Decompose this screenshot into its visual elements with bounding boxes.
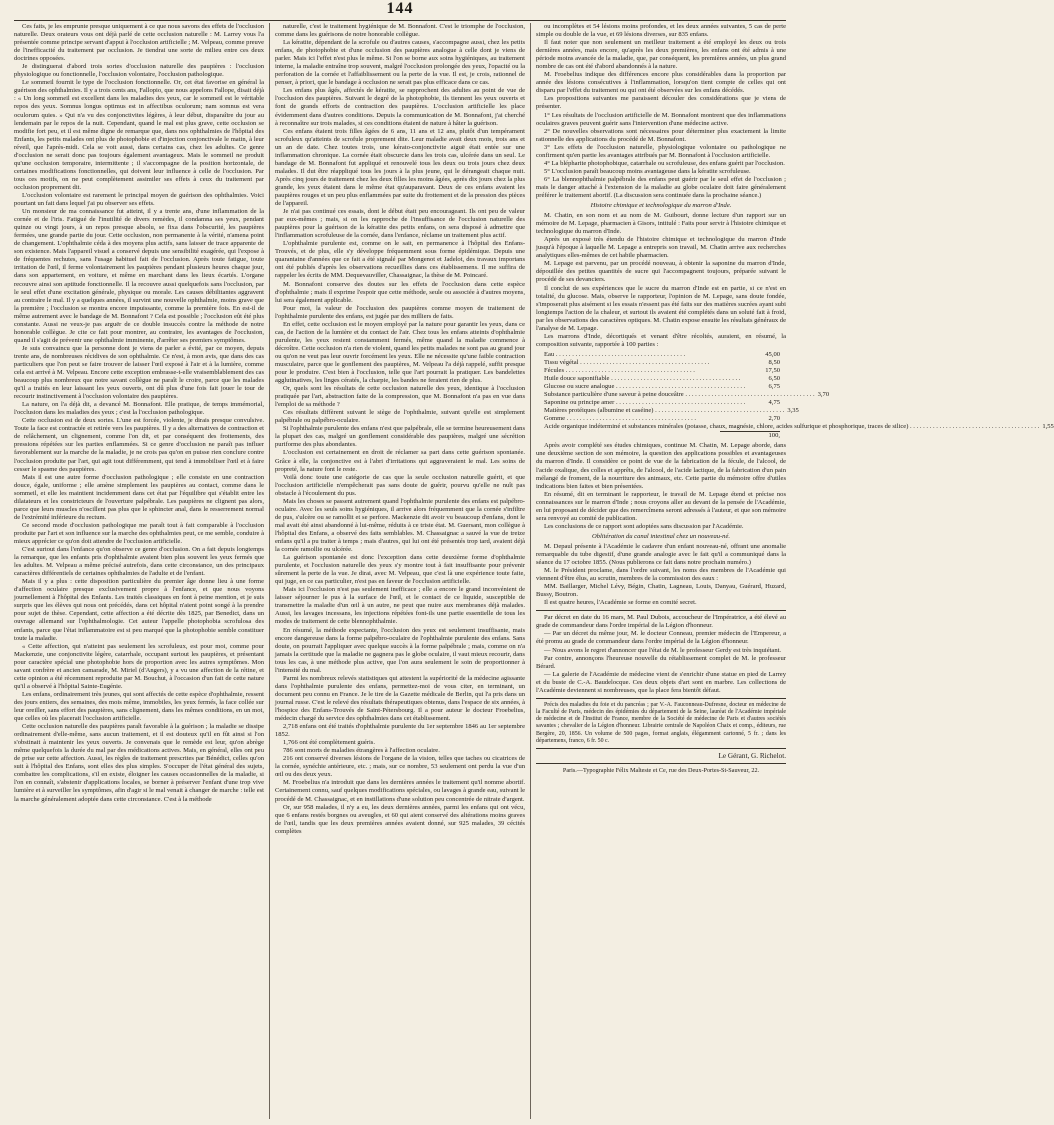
- paragraph: M. Chatin, en son nom et au nom de M. Guibourt, donne lecture d'un rapport sur un mémoire de M. Lepage, pharmacien à Gisors, intitulé : Faits pour servir à l'histoire chimique et technologique du marron d'Inde.: [536, 212, 786, 236]
- row-value: 2,70: [768, 415, 780, 423]
- paragraph: Les marrons d'Inde, décortiqués et venant d'être récoltés, auraient, en résumé, la composition suivante, rapportée à 100 parties :: [536, 332, 786, 348]
- divider: [536, 610, 786, 611]
- section-heading: Histoire chimique et technologique du marron d'Inde.: [590, 202, 732, 210]
- row-value: 8,50: [768, 358, 780, 366]
- news-item: — Par un décret du même jour, M. le docteur Conneau, premier médecin de l'Empereur, a été promu au grade de commandeur dans l'ordre impérial de la Légion d'honneur.: [536, 630, 786, 646]
- paragraph: Ces enfans étaient trois filles âgées de 6 ans, 11 ans et 12 ans, plutôt d'un tempérament scrofuleux qu'atteints de scrofule proprement dite. Leur maladie avait deux mois, trois ans et un an de date. Chez toutes trois, une kérato-conjonctivite aiguë était entée sur une inflammation chronique. La cornée était obscurcie dans les trois cas, ulcérée dans un seul. Le bandage de M. Bonnafont fut appliqué et renouvelé tous les deux ou trois jours chez deux malades. Il dut être réappliqué tous les jours à la plus jeune, qui le dérangeait chaque nuit. Après cinq jours de traitement chez les deux filles les moins âgées, après dix jours chez la plus grande, les yeux étaient dans le même état qu'auparavant. Deux de ces enfans avaient les paupières rouges et un peu plus enflammées par suite du frottement et de la pression des pièces de l'appareil.: [275, 127, 525, 208]
- paragraph: 786 sont morts de maladies étrangères à l'affection oculaire.: [283, 747, 440, 755]
- paragraph: naturelle, c'est le traitement hygiénique de M. Bonnafont. C'est le triomphe de l'occlusion, comme dans les guérisons de notre honorable collègue.: [275, 23, 525, 39]
- paragraph: Pour moi, la valeur de l'occlusion des paupières comme moyen de traitement de l'ophthalmie purulente des enfans, est jugée par des milliers de faits.: [275, 304, 525, 320]
- paragraph: 216 ont conservé diverses lésions de l'organe de la vision, telles que taches ou cicatrices de la cornée, synéchie antérieure, etc. ; mais, sur ce nombre, 53 seulement ont perdu la vue d'un œil ou des deux yeux.: [275, 755, 525, 779]
- paragraph: Ce second mode d'occlusion pathologique me paraît tout à fait comparable à l'occlusion produite par l'art et son influence sur la marche des ophthalmies peut, ce me semble, conduire à mieux apprécier ce qu'on doit attendre de l'occlusion artificielle.: [14, 521, 264, 545]
- paragraph: Mais les choses se passent autrement quand l'ophthalmie purulente des enfans est palpébro-oculaire. Avec les seuls soins hygiéniques, il arrive alors fréquemment que la cornée s'infiltre de pus, s'ulcère ou se ramollit et se perfore. Mackenzie dit avoir vu beaucoup d'enfans, dont le mal avait été ainsi abandonné à lui-même, réduits à ce triste état. M. Guersant, mon collègue à l'hôpital des Enfans, a observé des faits semblables. M. Chassaignac a sauvé la vue de treize enfans qu'il a pu traiter à temps ; mais d'autres, qui lui ont été présentés trop tard, avaient déjà la cornée ramollie ou ulcérée.: [275, 497, 525, 554]
- paragraph: Parmi les nombreux relevés statistiques qui attestent la supériorité de la médecine agissante dans l'ophthalmie purulente des enfans, permettez-moi de vous citer, en terminant, un document peu connu en France. Je le tire de la Gazette médicale de Berlin, qui l'a pris dans un journal russe. C'est le relevé des résultats thérapeutiques obtenus, dans l'espace de six années, à l'hospice des Enfans-Trouvés de Saint-Pétersbourg. Il a pour auteur le docteur Froebelius, médecin chargé du service des ophthalmies dans cet établissement.: [275, 674, 525, 723]
- paragraph: Cette occlusion est de deux sortes. L'une est forcée, violente, je dirais presque convulsive. Toute la face est contractée et retirée vers les paupières. Il y a des alternatives de contraction et de relâchement, un clignement, comme l'on dit, et par conséquent des frottements, des pressions répétées sur les parties enflammées. Si ce genre d'occlusion ne paraît pas influer favorablement sur la marche de la maladie, je ne crois pas qu'on en puisse rien conclure contre l'occlusion produite par l'art, qui agit tout différemment, qui tend à immobiliser l'œil et à faire cesser le spasme des paupières.: [14, 417, 264, 473]
- paragraph: En effet, cette occlusion est le moyen employé par la nature pour garantir les yeux, dans ce cas, de l'action de la lumière et du contact de l'air. Chez tous les enfans atteints d'ophthalmie purulente, les yeux restent constamment fermés, même quand la maladie commence à décroître. Cette occlusion n'a rien de violent, quand les petits malades ne sont pas au grand jour ou qu'on ne veut pas leur ouvrir forcément les yeux. Elle ne nécessite qu'une faible contraction musculaire, parce que le gonflement des paupières, M. Velpeau l'a déjà rappelé, suffit presque pour le produire. C'est bien à l'occlusion, telle que l'art pourrait la pratiquer. Les bandelettes agglutinatives, les linges cératés, la charpie, les bandes ne feraient rien de plus.: [275, 320, 525, 385]
- paragraph: C'est surtout dans l'enfance qu'on observe ce genre d'occlusion. On a fait depuis longtemps la remarque, que les enfants pris d'ophthalmie avaient bien plus souvent les yeux fermés que les adultes. M. Velpeau a même précisé autrefois, dans cette circonstance, un des principaux caractères différentiels de certaines ophthalmies de l'adulte et de l'enfant.: [14, 546, 264, 578]
- page-number: 144: [386, 0, 414, 17]
- paragraph: M. Froebelius n'a introduit que dans les dernières années le traitement qu'il nomme abortif. Certainement connu, sauf quelques modifications spéciales, ou lavages à grande eau, suivant le procédé de M. Chassaignac, et en instillations d'une solution peu concentrée de nitrate d'argent.: [275, 779, 525, 803]
- row-value: 4,75: [768, 399, 780, 407]
- paragraph: M. Depaul présente à l'Académie le cadavre d'un enfant nouveau-né, offrant une anomalie remarquable du tube digestif, d'une grande analogie avec le fait qu'il a communiqué dans la séance du 17 octobre 1855. (Nous publierons ce fait dans notre prochain numéro.): [536, 542, 786, 567]
- row-label: Tissu végétal . . .: [544, 359, 766, 367]
- paragraph: Or, sur 958 malades, il n'y a eu, les deux dernières années, parmi les enfans qui ont vécu, que 6 enfans restés borgnes ou aveugles, et 60 qui aient conservé des altérations moins graves de l'œil, tandis que les deux premières années avaient donné, sur 925 malades, 39 cécités complètes: [275, 803, 525, 835]
- row-value: 6,50: [768, 375, 780, 383]
- paragraph: Mais il est une autre forme d'occlusion pathologique ; elle consiste en une contraction douce, égale, uniforme ; elle amène simplement les paupières au contact, comme dans le sommeil, et elle les maintient incidemment dans cet état par l'équilibre qui s'établit entre les dilatateurs et les constricteurs de l'ouverture palpébrale. Les paupières ne clignent pas alors, parce que leurs muscles n'oscillent pas plus que le sphincter anal, dans le resserrement normal de l'extrémité inférieure du rectum.: [14, 473, 264, 521]
- row-value: 3,35: [787, 407, 799, 415]
- paragraph: M. Bonnafont conserve des doutes sur les effets de l'occlusion dans cette espèce d'ophthalmie ; mais il exprime l'espoir que cette méthode, seule ou associée à d'autres moyens, lui sera également applicable.: [275, 280, 525, 304]
- divider: [536, 763, 786, 764]
- book-advertisement: Précis des maladies du foie et du pancréas ; par V.-A. Fauconneau-Dufresne, docteur en médecine de la Faculté de Paris, médecin des épidémies du département de la Seine, lauréat de l'Académie impériale de médecine et de l'Institut de France, membre de la Société de médecine de Paris et d'autres sociétés savantes ; chevalier de la Légion d'honneur. Librairie centrale de Napoléon Chaix et comp., éditeurs, rue Bergère, 20, 1856. Un volume de 500 pages, format anglais, élégamment cartonné, 5 fr. ; dans les départemens, franco, 6 fr. 50 c.: [536, 701, 786, 744]
- paragraph: 2,718 enfans ont été traités d'ophthalmie purulente du 1er septembre 1846 au 1er septembre 1852.: [275, 723, 525, 739]
- table-row: [544, 375, 780, 383]
- list-item: 5° L'occlusion paraît beaucoup moins avantageuse dans la kératite scrofuleuse.: [544, 167, 751, 175]
- table-row: [544, 423, 1054, 431]
- paragraph: Mais il y a plus : cette disposition particulière du premier âge donne lieu à une forme d'affection oculaire presque exclusivement propre à l'enfance, et que nous voyons journellement à l'hôpital des Enfants. Les traités classiques en font à peine mention, et je suis surpris que les élèves qui nous ont précédés, dans cet hôpital n'aient point songé à la prendre pour sujet de thèse. Cependant, cette affection a été décrite dès 1825, par Benedict, dans un ouvrage allemand sur l'ophthalmologie. Cet auteur l'appelle photophobia scrofulosa des enfants, parce que l'état inflammatoire est si peu marqué que la photophobie semble constituer toute la maladie.: [14, 578, 264, 642]
- paragraph: Les enfans, ordinairement très jeunes, qui sont affectés de cette espèce d'ophthalmie, ressent des jours entiers, des semaines, des mois même, immobiles, les yeux fermés, la face collée sur leur oreiller, sans effort des paupières, sans clignement, dans les mêmes conditions, en un mot, que celles où les placerait l'occlusion artificielle.: [14, 690, 264, 723]
- row-label: Huile douce saponifiable . . .: [544, 375, 766, 383]
- row-value: 6,75: [768, 383, 780, 391]
- table-row: [544, 407, 799, 415]
- column-1: [14, 23, 264, 1119]
- paragraph: 1,766 ont été complètement guéris.: [283, 739, 375, 747]
- list-item: 4° La blépharite photophobique, catarrhale ou scrofuleuse, des enfans guérit par l'occlusion.: [544, 159, 785, 167]
- column-divider: [269, 23, 270, 1119]
- paragraph: Je suis convaincu que la personne dont je viens de parler a évité, par ce moyen, depuis trente ans, de nombreuses récidives de son ophthalmie. Ce n'est, à mon avis, que dans des cas particuliers que l'on peut se faire trouver de laisser l'œil exposé à l'air et à la lumière, comme cela est arrivé à M. Velpeau. Encore cette exception embrasse-t-elle vraisemblablement des cas beaucoup plus nombreux que notre savant collègue ne paraît le croire, parce que les malades qu'il a traités en leur laissant les yeux ouverts, ont dû plus d'une fois fait jouer le tour de recourir instinctivement à l'occlusion volontaire des paupières.: [14, 344, 264, 401]
- section-heading: Oblitération du canal intestinal chez un nouveau-né.: [591, 532, 730, 540]
- divider: [536, 698, 786, 699]
- news-item: Par décret en date du 16 mars, M. Paul Dubois, accoucheur de l'Impératrice, a été élevé au grade de commandeur dans l'ordre impérial de la Légion d'honneur.: [536, 614, 786, 630]
- paragraph: Ces résultats diffèrent suivant le siège de l'ophthalmie, suivant qu'elle est simplement palpébrale ou palpébro-oculaire.: [275, 409, 525, 425]
- row-label: Gomme . . .: [544, 415, 766, 423]
- row-label: Glucose ou sucre analogue . . .: [544, 383, 766, 391]
- paragraph: Les propositions suivantes me paraissent découler des considérations que je viens de présenter.: [536, 95, 786, 111]
- paragraph: M. le Président proclame, dans l'ordre suivant, les noms des membres de l'Académie qui viennent d'être élus, au scrutin, membres de la commission des eaux :: [536, 567, 786, 583]
- paragraph: L'occlusion est certainement en droit de réclamer sa part dans cette guérison spontanée. Grâce à elle, la conjonctive est à l'abri d'irritations qui aggraveraient le mal. Les soins de propreté, la nature font le reste.: [275, 449, 525, 473]
- paragraph: La nature, on l'a déjà dit, a devancé M. Bonnafont. Elle pratique, de temps immémorial, l'occlusion dans les maladies des yeux ; c'est la l'occlusion pathologique.: [14, 401, 264, 417]
- paragraph: M. Lepage est parvenu, par un procédé nouveau, à obtenir la saponine du marron d'Inde, dépouillée des petites quantités de sucre qui l'accompagnent toujours, préparée suivant le procédé de ses devanciers.: [536, 260, 786, 284]
- paragraph: Le sommeil fournit le type de l'occlusion fonctionnelle. Or, cet état favorise en général la guérison des ophthalmies. Il y a trois cents ans, Fallopio, que nous appelons Fallope, disait déjà : « Un long sommeil est excellent dans les maladies des yeux, car le sommeil est le véritable repos des yeux. Somnus longus optimus est in affectibus oculorum; nam somnus est vera oculorum quies. » Qui n'a vu des conjonctivites légères, à leur début, disparaître du jour au lendemain par le repos de la nuit. Cependant, quand le mal est plus grave, cette occlusion se modifie fort peu, et il est même digne de remarque que, dans nos ophthalmies de l'hôpital des Enfants, les petits malades ont plus de photophobie et d'injection conjonctivale le matin, à leur réveil, que l'après-midi. Cela se voit aussi, dans certains cas, chez les adultes. Ce genre d'occlusion ne serait donc pas toujours également avantageux. Mais le sommeil ne produit qu'une occlusion temporaire, intermittente ; il s'accompagne de la position horizontale, de certaines modifications fonctionnelles, qui doivent leur influence à celle de l'occlusion. Par tous ces motifs, on ne peut complètement assimiler ses effets à ceux du traitement par occlusion proprement dit.: [14, 79, 265, 191]
- paragraph: La guérison spontanée est donc l'exception dans cette deuxième forme d'ophthalmie purulente, et l'occlusion naturelle des yeux s'y montre tout à fait insuffisante pour prévenir sûrement la perte de la vue. Je dirai, avec M. Velpeau, que c'est là une expérience toute faite, qui juge, en ce cas particulier, n'est pas en faveur de l'occlusion artificielle.: [275, 554, 525, 586]
- column-2: [275, 23, 525, 1119]
- row-label: Matières protéiques (albumine et caséine) . . .: [544, 407, 784, 415]
- row-value: 45,00: [765, 350, 780, 358]
- paragraph: Si l'ophthalmie purulente des enfans n'est que palpébrale, elle se termine heureusement dans la plupart des cas, malgré un gonflement considérable des paupières, malgré une sécrétion puriforme des plus abondantes.: [275, 425, 525, 449]
- paragraph: Voilà donc toute une catégorie de cas que la seule occlusion naturelle guérit, et que l'occlusion artificielle n'empêcherait pas sans doute de guérir, pourvu qu'elle ne nuît pas obstacle à l'écoulement du pus.: [275, 473, 525, 497]
- table-row: [544, 391, 830, 399]
- row-label: Substance particulière d'une saveur à peine douceâtre . . .: [544, 391, 815, 399]
- paragraph: Après avoir complété ses études chimiques, continue M. Chatin, M. Lepage aborde, dans une deuxième section de son mémoire, la question des applications possibles et avantageuses du marron d'Inde. Il considère ce point de vue de la fabrication de la fécule, de l'alcool, de l'acide oxalique, des colles et apprêts, de l'alcool, de l'acide lactique, de la fabrication d'un pain mélangé de froment, de la nourriture des animaux, etc. Cette partie du mémoire offre d'utiles indications bien faites et bien présentées.: [536, 442, 786, 490]
- paragraph: ou incomplètes et 54 lésions moins profondes, et les deux années suivantes, 5 cas de perte simple ou double de la vue, et 69 lésions diverses, sur 835 enfans.: [536, 23, 786, 39]
- column-3: [536, 23, 1054, 1119]
- paragraph: « Cette affection, qui n'atteint pas seulement les scrofuleux, est pour moi, comme pour Mackenzie, une conjonctivite légère, catarrhale, occupant surtout les paupières, et présentant pour caractère spécial une photophobie hors de proportion avec les autres symptômes. Mon savant confrère et ancien camarade, M. Miriel (d'Angers), y a vu une affection de la rétine, et cette opinion a été récemment reproduite par M. Bouchut, à l'occasion d'un fait de cette nature qu'il a observé à l'hôpital Sainte-Eugénie.: [14, 642, 264, 690]
- table-total: 100,: [720, 431, 780, 440]
- paragraph: Les enfans plus âgés, affectés de kératite, se rapprochent des adultes au point de vue de l'occlusion des paupières. Suivant le degré de la photophobie, ils tiennent les yeux ouverts et font de grands efforts de contraction des paupières. L'occlusion artificielle les place évidemment dans d'autres conditions. Depuis la communication de M. Bonnafont, j'ai cherché à reconnaître sur trois malades, si ces conditions étaient de nature à hâter la guérison.: [275, 87, 525, 127]
- paragraph: L'ophthalmie purulente est, comme on le sait, en permanence à l'hôpital des Enfans-Trouvés, et de plus, elle s'y développe fréquemment sous forme épidémique. Depuis une quarantaine d'années que ce fait a été signalé par Mongenot et Jadelot, des travaux importans ont été publiés d'après les observations recueillies dans ces établissemens. Il me suffira de rappeler les écrits de MM. Dequevauviller, Chassaignac, la thèse de M. Poincaré.: [275, 240, 525, 280]
- paragraph: Il faut noter que non seulement un meilleur traitement a été employé les deux ou trois dernières années, mais encore, qu'après les deux premières, les enfans ont été admis à une période moins avancée de la maladie, que, par conséquent, les premières années, un plus grand nombre de cas ont été d'abord abandonnés à la nature.: [536, 39, 786, 71]
- paragraph: M. Froebelius indique des différences encore plus considérables dans la proportion par année des lésions consécutives à l'inflammation, lorsqu'on tient compte de celles qui ont disparu par l'effet du traitement ou qui ont été observées sur les enfans décédés.: [536, 71, 786, 95]
- table-row: [544, 383, 780, 391]
- paragraph: Ces faits, je les emprunte presque uniquement à ce que nous savons des effets de l'occlusion naturelle. Deux orateurs vous ont déjà parlé de cette occlusion naturelle : M. Larrey vous l'a présentée comme principe servant d'appui à l'occlusion artificielle ; M. Velpeau, comme preuve de l'inefficacité du traitement par occlusion. Je tiendrai une sorte de milieu entre ces deux doctrines opposées.: [14, 23, 264, 63]
- row-value: 17,50: [765, 366, 780, 374]
- column-divider: [530, 23, 531, 1119]
- table-row: [544, 415, 780, 423]
- composition-table: [544, 350, 1054, 441]
- paragraph: Or, quels sont les résultats de cette occlusion naturelle des yeux, identique à l'occlusion pratiquée par l'art, abstraction faite de la compression, que M. Bonnafont n'a pas en vue dans l'emploi de sa méthode ?: [275, 385, 525, 409]
- paragraph: Je distinguerai d'abord trois sortes d'occlusion naturelle des paupières : l'occlusion physiologique ou fonctionnelle, l'occlusion volontaire, l'occlusion pathologique.: [14, 63, 264, 79]
- row-value: 1,55: [1042, 423, 1054, 431]
- list-item: 6° La blennophthalmie palpébrale des enfans peut guérir par le seul effet de l'occlusion ; mais le danger attaché à l'extension de la maladie au globe oculaire doit faire généralement préférer le traitement abortif. (La discussion sera continuée dans la prochaine séance.): [536, 175, 786, 199]
- paragraph: En résumé, dit en terminant le rapporteur, le travail de M. Lepage étend et précise nos connaissances sur le marron d'Inde ; nous croyons aller au devant de la pensée de l'Académie, en lui proposant de décider que des remercîmens seront adressés à l'auteur, et que son mémoire sera renvoyé au comité de publication.: [536, 490, 786, 522]
- paragraph: Après un exposé très étendu de l'histoire chimique et technologique du marron d'Inde jusqu'à l'époque à laquelle M. Lepage a entrepris son travail, M. Chatin arrive aux recherches analytiques elles-mêmes de cet habile pharmacien.: [536, 236, 786, 260]
- paragraph: Il conclut de ses expériences que le sucre du marron d'Inde est en partie, si ce n'est en totalité, du glucose. Mais, observe le rapporteur, l'opinion de M. Lepage, sans doute fondée, s'imposerait plus aisément si les essais n'essent pas été faits sur des matières sucrées ayant subi longtemps l'action de la chaleur, et surtout ils avaient été complétés dans un soluté fait à froid, par les observations des caractères optiques. M. Chatin expose ensuite les résultats généraux de l'analyse de M. Lepage.: [536, 284, 786, 332]
- paragraph: La kératite, dépendant de la scrofule ou d'autres causes, s'accompagne aussi, chez les petits enfans, de photophobie et d'une occlusion des paupières analogue à celle dont je viens de parler. Mais ici l'effet n'est plus le même. Si l'on se borne aux soins hygiéniques, au traitement interne, la maladie entraîne trop souvent, malgré l'occlusion prolongée des yeux, l'opacité ou la perforation de la cornée et l'affaiblissement ou la perte de la vue. Il est, je crois, rationnel de penser, à priori, que le bandage à occlusion ne serait pas plus efficace dans ce cas.: [275, 39, 525, 87]
- paragraph: Un monsieur de ma connaissance fut atteint, il y a trente ans, d'une inflammation de la cornée et de l'iris. Fatigué de l'inutilité de divers remèdes, il condamna ses yeux, pendant quinze ou vingt jours, à un repos presque absolu, se fixa dans l'obscurité, les paupières fermées, une grande partie du jour. Cette occlusion, non permanente à la vérité, n'amena point de changement. L'ophthalmie céda à des moyens plus actifs, sans laisser de trace apparente de son existence. Mais l'appareil visuel a conservé depuis une sensibilité exagérée, qui l'expose à de fréquentes rechutes, sans l'usage habituel fait de l'occlusion. Après toute fatigue, toute irritation de l'œil, il ferme volontairement les paupières pendant plusieurs heures chaque jour, dans son appartement, en voiture, et même en marchant dans les lieux écartés. L'organe recouvre ainsi son aptitude fonctionnelle. Il la recouvre aussi quelquefois sans l'occlusion, par le seul effet d'une excitation générale, physique ou morale. Les causes débilitantes aggravent au contraire le mal. Il y a quelques années, il survint une nouvelle ophthalmie, moins grave que la première ; l'occlusion se montra encore impuissante, comme la première fois. En est-il de même autrement avec le bandage de M. Bonnafont ? Cela est possible ; l'occlusion eût été plus constante. Aussi ne veux-je pas arguër de ce double insuccès contre la méthode de notre honorable collègue. Je cite ce fait pour montrer, au contraire, les avantages de l'occlusion, quand il s'agit de prévenir une ophthalmie imminente, d'arrêter ses premiers symptômes.: [14, 208, 264, 344]
- paragraph: Les conclusions de ce rapport sont adoptées sans discussion par l'Académie.: [544, 522, 744, 530]
- paragraph: Il est quatre heures, l'Académie se forme en comité secret.: [544, 599, 697, 607]
- list-item: 2° De nouvelles observations sont nécessaires pour déterminer plus exactement la limite rationnelle des applications du procédé de M. Bonnafont.: [536, 127, 786, 143]
- list-item: 1° Les résultats de l'occlusion artificielle de M. Bonnafont montrent que des inflammations oculaires graves peuvent guérir sans l'intervention d'une médecine active.: [536, 111, 786, 127]
- news-item: Par contre, annonçons l'heureuse nouvelle du rétablissement complet de M. le professeur Bérard.: [536, 654, 786, 670]
- row-label: Fécules . . .: [544, 367, 762, 375]
- managing-editor-signature: Le Gérant, G. Richelot.: [718, 752, 786, 761]
- paragraph: MM. Baillarger, Michel Lévy, Bégin, Chatin, Lagneau, Louis, Danyau, Guérard, Huzard, Bussy, Boutron.: [536, 583, 786, 599]
- printer-imprint: Paris.—Typographie Félix Malteste et Ce, rue des Deux-Portes-St-Sauveur, 22.: [562, 767, 760, 775]
- paragraph: En résumé, la méthode expectante, l'occlusion des yeux est seulement insuffisante, mais encore dangereuse dans la forme palpébro-oculaire de l'ophthalmie purulente des enfans. Sans doute, on pourrait l'appliquer avec quelque succès à la forme palpébrale ; mais, comme on n'a jamais la certitude que la maladie ne gagnera pas le globe oculaire, il vaut mieux recourir, dans tous les cas, à une méthode plus active, que l'on aura seulement le soin de proportionner à l'intensité du mal.: [275, 626, 525, 674]
- paragraph: Cette occlusion naturelle des paupières paraît favorable à la guérison ; la maladie se dissipe ordinairement d'elle-même, sans aucun traitement, et il est douteux qu'il en fût ainsi si l'on s'obstinait à maintenir les yeux ouverts. Je convenais que le remède est leur, qu'on abrège même quelquefois la durée du mal par des médications actives. Mais, en général, elles ont peu de prise sur cette affection. Aussi, les règles de traitement prescrites par Bénédict, celles qu'on suit à l'hôpital des Enfans, sont elles des plus simples. S'occuper de l'état général des sujets, combattre les complications, s'il en existe, éloigner les causes occasionnelles de la maladie, si l'on en connaît, s'abstenir d'applications locales, se borner à préserver l'enfant d'une trop vive lumière et à surveiller les symptômes, afin d'agir si le mal venait à changer de marche : telle est la marche généralement adoptée dans cette circonstance. C'est à la méthode: [14, 723, 264, 803]
- divider: [536, 748, 786, 749]
- list-item: 3° Les effets de l'occlusion naturelle, physiologique volontaire ou pathologique ne confirment qu'en partie les avantages attribués par M. Bonnafont à l'occlusion artificielle.: [536, 143, 786, 159]
- paragraph: Mais ici l'occlusion n'est pas seulement inefficace ; elle a encore le grand inconvénient de laisser séjourner le pus à la surface de l'œil, et le contact de ce liquide, susceptible de transmettre la maladie d'un œil à un autre, ne peut que nuire aux membranes déjà malades. Aussi, les lavages incessans, les injections répétées font-ils une partie essentielle de tous les modes de traitement de cette blennophthalmie.: [275, 586, 525, 626]
- row-label: Saponine ou principe amer . . .: [544, 399, 766, 407]
- row-label: Acide organique indéterminé et substances minérales (potasse, chaux, magnésie, chlore, acides sulfurique et phosphorique, traces de silice) . . .: [544, 423, 1039, 431]
- table-row: [544, 399, 780, 407]
- table-row: [544, 351, 780, 359]
- header-rule: [14, 20, 786, 21]
- row-value: 3,70: [817, 391, 830, 399]
- row-label: Eau . . .: [544, 351, 762, 359]
- table-row: [544, 359, 780, 367]
- news-item: — La galerie de l'Académie de médecine vient de s'enrichir d'une statue en pied de Larrey et du buste de C.-A. Baudelocque. Ces deux objets d'art sont en marbre. Les collections de l'Académie deviennent si nombreuses, que la place fera bientôt défaut.: [536, 670, 786, 694]
- paragraph: Je n'ai pas continué ces essais, dont le début était peu encourageant. Ils ont peu de valeur par eux-mêmes ; mais, si on les rapproche de l'insuffisance de l'occlusion naturelle des paupières pour la guérison de la kératite des petits enfans, on sera disposé à admettre que l'inflammation scrofuleuse de la cornée, dans l'enfance, réclame un traitement plus actif.: [275, 208, 525, 240]
- news-item: — Nous avons le regret d'annoncer que l'état de M. le professeur Gerdy est très inquiétant.: [544, 646, 782, 654]
- paragraph: L'occlusion volontaire est rarement le principal moyen de guérison des ophthalmies. Voici pourtant un fait dans lequel j'ai pu observer ses effets.: [14, 191, 264, 208]
- conclusions-list: [536, 112, 786, 201]
- table-row: [544, 367, 780, 375]
